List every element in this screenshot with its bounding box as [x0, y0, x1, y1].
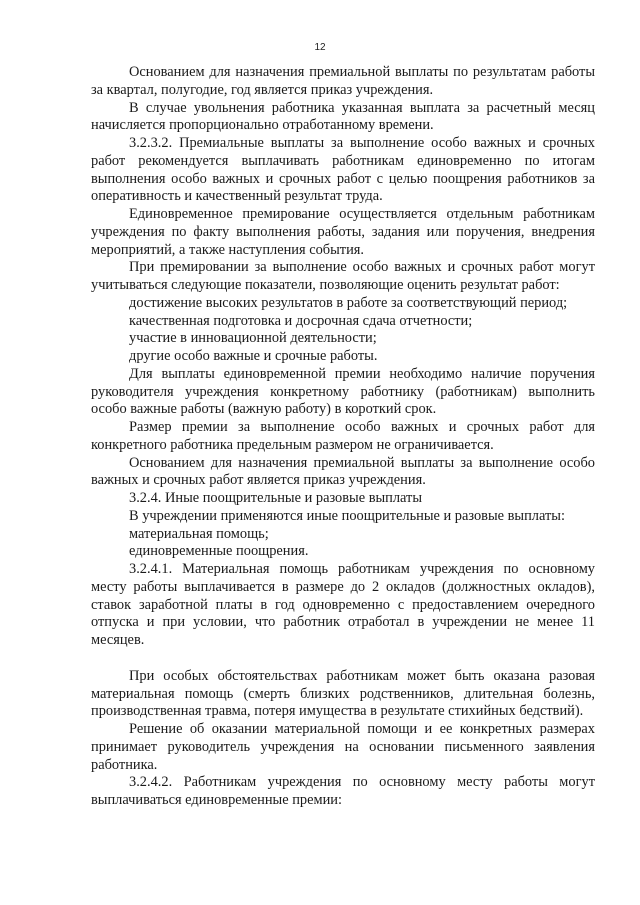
list-item-other-works: другие особо важные и срочные работы.: [129, 348, 378, 364]
paragraph-gap: [91, 650, 595, 668]
paragraph-order-required: Для выплаты единовременной премии необходимо наличие поручения руководителя учреждения конкретному работнику (работникам) выполнить особо важные работы (важную работу) в короткий срок.: [91, 365, 595, 418]
paragraph-bonus-basis: Основанием для назначения премиальной выплаты за выполнение особо важных и срочных работ является приказ учреждения.: [91, 454, 595, 489]
list-item-reporting: качественная подготовка и досрочная сдача отчетности;: [129, 312, 473, 329]
paragraph-3-2-4-1: 3.2.4.1. Материальная помощь работникам учреждения по основному месту работы выплачивается в размере до 2 окладов (должностных окладов), ставок заработной платы в год одновременно с предоставлением очередного отпуска и при условии, что работник отработал в учреждении не менее 11 месяцев.: [91, 561, 595, 648]
list-item-material-aid: материальная помощь;: [129, 525, 269, 542]
list-item-one-time-rewards: единовременные поощрения.: [129, 543, 309, 560]
paragraph-dismissal: В случае увольнения работника указанная выплата за расчетный месяц начисляется пропорционально отработанному времени.: [91, 99, 595, 134]
section-heading-3-2-4: 3.2.4. Иные поощрительные и разовые выплаты: [129, 490, 423, 506]
paragraph-bonus-size: Размер премии за выполнение особо важных и срочных работ для конкретного работника предельным размером не ограничивается.: [91, 419, 595, 453]
list-item-high-results: достижение высоких результатов в работе за соответствующий период;: [129, 294, 568, 311]
page-number: 12: [314, 42, 326, 53]
paragraph-3-2-4-2: 3.2.4.2. Работникам учреждения по основному месту работы могут выплачиваться единовременные премии:: [91, 774, 595, 808]
document-body: [91, 64, 595, 810]
paragraph-3-2-3-2: 3.2.3.2. Премиальные выплаты за выполнение особо важных и срочных работ рекомендуется выплачивать работникам единовременно по итогам выполнения особо важных и срочных работ с целью поощрения работников за оперативность и качественный результат труда.: [91, 135, 595, 205]
paragraph-other-payments: В учреждении применяются иные поощрительные и разовые выплаты:: [129, 507, 565, 524]
paragraph-quarterly-bonus-basis: Основанием для назначения премиальной выплаты по результатам работы за квартал, полугодие, год является приказ учреждения.: [91, 64, 595, 98]
list-item-innovation: участие в инновационной деятельности;: [129, 330, 377, 347]
paragraph-aid-decision: Решение об оказании материальной помощи и ее конкретных размерах принимает руководитель учреждения на основании письменного заявления работника.: [91, 721, 595, 773]
paragraph-one-time-bonus: Единовременное премирование осуществляется отдельным работникам учреждения по факту выполнения работы, задания или поручения, внедрения мероприятий, а также наступления события.: [91, 206, 595, 258]
paragraph-special-circumstances: При особых обстоятельствах работникам может быть оказана разовая материальная помощь (смерть близких родственников, длительная болезнь, производственная травма, потеря имущества в результате стихийных бедствий).: [91, 667, 595, 720]
paragraph-indicators-intro: При премировании за выполнение особо важных и срочных работ могут учитываться следующие показатели, позволяющие оценить результат работ:: [91, 259, 595, 293]
